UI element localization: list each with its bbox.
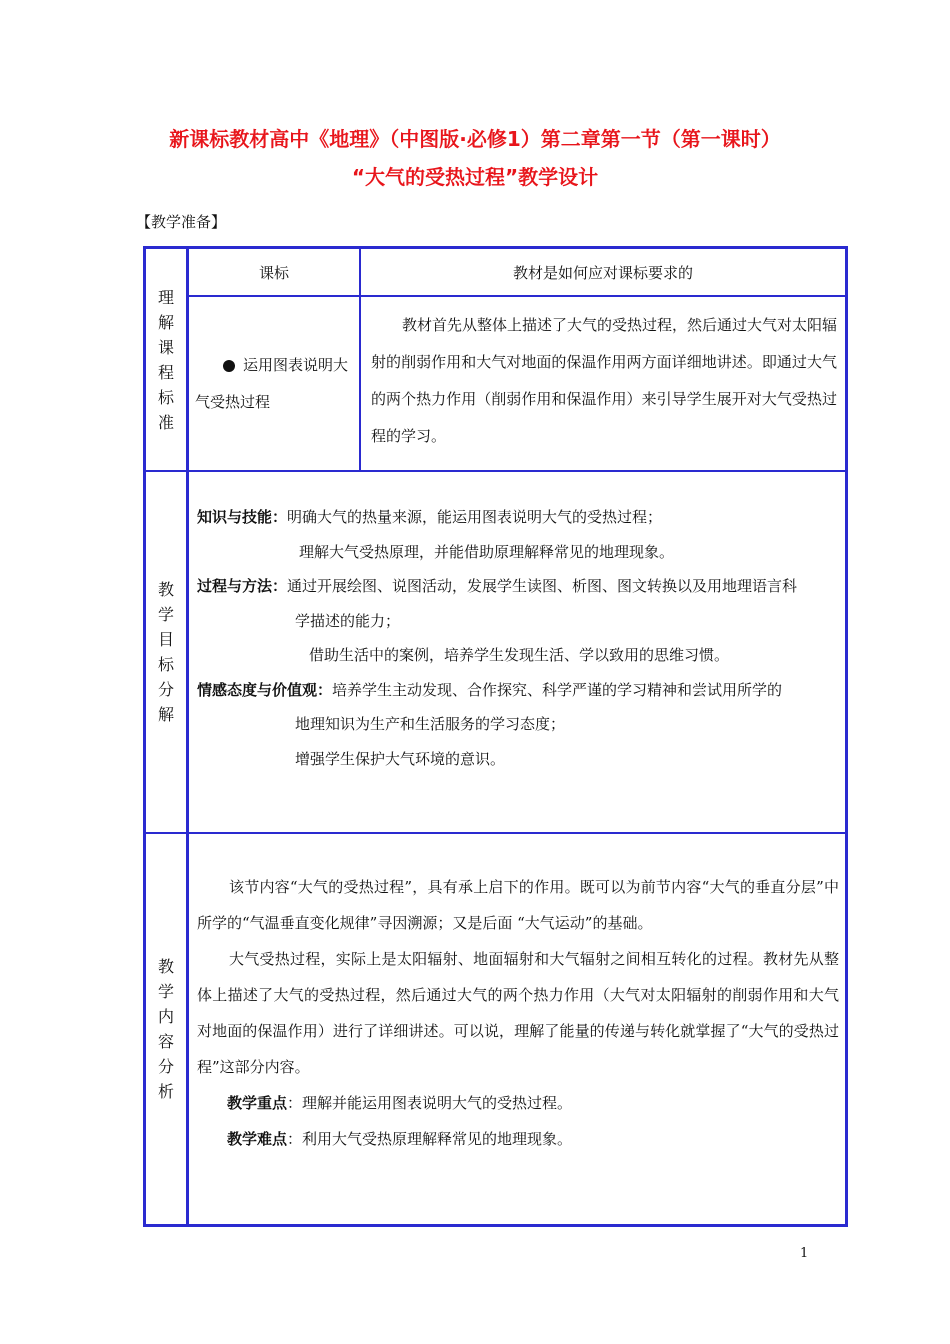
standard-cell bbox=[188, 296, 361, 471]
content-analysis-cell bbox=[188, 833, 847, 1226]
document-title-line1: 新课标教材高中《地理》（中图版·必修1）第二章第一节（第一课时） bbox=[169, 127, 781, 151]
content-paragraph-2: 大气受热过程，实际上是太阳辐射、地面辐射和大气辐射之间相互转化的过程。教材先从整体上描述了大气的受热过程，然后通过大气的两个热力作用（大气对太阳辐射的削弱作用和大气对地面的保温作用）进行了详细讲述。可以说，理解了能量的传递与转化就掌握了“大气的受热过程”这部分内容。 bbox=[197, 950, 839, 1076]
teaching-key-point: 教学重点：理解并能运用图表说明大气的受热过程。 bbox=[227, 1094, 573, 1112]
emotion-goal: 情感态度与价值观：培养学生主动发现、合作探究、科学严谨的学习精神和尝试用所学的 bbox=[197, 680, 783, 699]
textbook-response-cell: 教材首先从整体上描述了大气的受热过程，然后通过大气对太阳辐射的削弱作用和大气对地面的保温作用两方面详细地讲述。即通过大气的两个热力作用（削弱作用和保温作用）来引导学生展开对大气受热过程的学习。 bbox=[360, 296, 847, 471]
bullet-icon bbox=[223, 360, 235, 372]
col-header-standard: 课标 bbox=[188, 248, 361, 297]
document-title-line2: “大气的受热过程”教学设计 bbox=[351, 165, 599, 189]
row-label-content-analysis: 教 学 内 容 分 析 bbox=[145, 833, 188, 1226]
process-goal: 过程与方法：通过开展绘图、说图活动，发展学生读图、析图、图文转换以及用地理语言科 bbox=[197, 577, 798, 595]
row-label-teaching-goals: 教 学 目 标 分 解 bbox=[145, 471, 188, 833]
page-number: 1 bbox=[800, 1246, 809, 1261]
section-heading: 【教学准备】 bbox=[136, 213, 227, 231]
row-label-understand-standards: 理 解 课 程 标 准 bbox=[145, 248, 188, 472]
content-paragraph-1: 该节内容“大气的受热过程”，具有承上启下的作用。既可以为前节内容“大气的垂直分层”中所学的“气温垂直变化规律”寻因溯源；又是后面 “大气运动”的基础。 bbox=[197, 878, 839, 932]
col-header-textbook: 教材是如何应对课标要求的 bbox=[360, 248, 847, 297]
teaching-goals-cell: 知识与技能：明确大气的热量来源，能运用图表说明大气的受热过程； 理解大气受热原理，并能借助原理解释常见的地理现象。 过程与方法：通过开展绘图、说图活动，发展学生读图、析图、图文转换以及用地理语言科 学描述的能力； 借助生活中的案例，培养学生发现生活、学以致用的思维习惯。 情感态度与价值观：培养学生主动发现、合作探究、科学严谨的学习精神和尝试用所学的 地理知识为生产和生活服务的学习态度； 增强学生保护大气环境的意识。 bbox=[188, 471, 847, 833]
knowledge-goal: 知识与技能：明确大气的热量来源，能运用图表说明大气的受热过程； bbox=[197, 508, 663, 526]
lesson-design-table bbox=[143, 246, 848, 1227]
standard-text: 运用图表说明大气受热过程 bbox=[195, 355, 349, 411]
teaching-difficulty: 教学难点：利用大气受热原理解释常见的地理现象。 bbox=[227, 1130, 573, 1148]
